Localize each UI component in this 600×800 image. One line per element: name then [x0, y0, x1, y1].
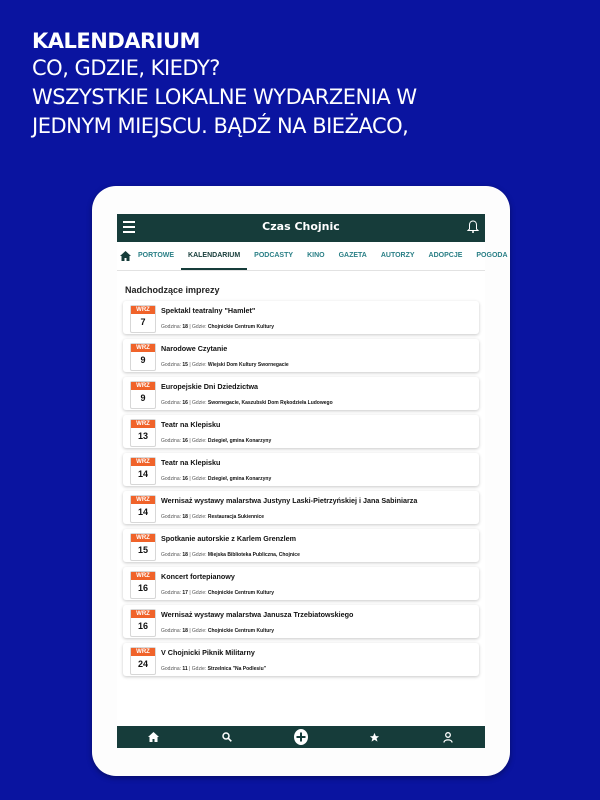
event-place: Restauracja Sukiennice [207, 514, 265, 520]
date-badge [130, 495, 156, 523]
event-time: 17 [182, 590, 188, 596]
tab-kino[interactable]: KINO [307, 252, 325, 259]
promo-heading: KALENDARIUM [32, 29, 200, 53]
place-label: Gdzie: [192, 590, 207, 596]
date-badge [130, 381, 156, 409]
user-icon[interactable] [441, 730, 455, 744]
tab-autorzy[interactable]: AUTORZY [380, 252, 415, 259]
place-label: Gdzie: [192, 362, 207, 368]
event-place: Dziegieł, gmina Konarzyny [207, 476, 272, 482]
event-month: WRZ [131, 610, 155, 618]
event-title: Teatr na Klepisku [161, 458, 221, 467]
event-place: Chojnickie Centrum Kultury [207, 590, 275, 596]
tab-podcasty[interactable]: PODCASTY [254, 252, 294, 259]
event-day: 14 [137, 469, 148, 479]
event-meta: Godzina: 11 | Gdzie: Strzelnica "Na Podlesiu" [161, 666, 266, 672]
event-title: Narodowe Czytanie [161, 344, 228, 353]
event-card[interactable] [123, 377, 479, 410]
place-label: Gdzie: [191, 666, 207, 672]
event-month: WRZ [131, 534, 155, 542]
section-title: Nadchodzące imprezy [125, 285, 220, 295]
date-badge [130, 343, 156, 371]
event-card[interactable] [123, 567, 479, 600]
date-badge [130, 419, 156, 447]
event-place: Swornegacie, Kaszubski Dom Rękodzieła Ludowego [207, 400, 333, 406]
time-label: Godzina: [161, 324, 182, 330]
event-day: 9 [140, 355, 146, 365]
place-label: Gdzie: [192, 552, 207, 558]
event-day: 16 [137, 583, 148, 593]
time-label: Godzina: [161, 514, 182, 520]
event-title: Wernisaż wystawy malarstwa Justyny Laski-Pietrzyńskiej i Jana Sabiniarza [161, 496, 418, 505]
home-tab-icon[interactable] [120, 251, 131, 261]
place-label: Gdzie: [192, 514, 207, 520]
event-place: Wiejski Dom Kultury Swornegacie [207, 362, 289, 368]
event-meta: Godzina: 16 | Gdzie: Swornegacie, Kaszubski Dom Rękodzieła Ludowego [161, 400, 333, 406]
event-title: Spotkanie autorskie z Karlem Grenzlem [161, 534, 297, 543]
event-time: 18 [182, 552, 188, 558]
time-label: Godzina: [161, 590, 182, 596]
event-title: V Chojnicki Piknik Militarny [161, 648, 255, 657]
time-label: Godzina: [161, 362, 182, 368]
event-card[interactable] [123, 453, 479, 486]
event-meta: Godzina: 18 | Gdzie: Chojnickie Centrum Kultury [161, 628, 275, 634]
event-meta: Godzina: 17 | Gdzie: Chojnickie Centrum Kultury [161, 590, 275, 596]
event-time: 18 [182, 514, 188, 520]
event-title: Wernisaż wystawy malarstwa Janusza Trzebiatowskiego [161, 610, 354, 619]
event-month: WRZ [131, 306, 155, 314]
event-month: WRZ [131, 458, 155, 466]
tab-adopcje[interactable]: ADOPCJE [428, 252, 463, 259]
place-label: Gdzie: [192, 400, 207, 406]
date-badge [130, 305, 156, 333]
event-day: 9 [140, 393, 146, 403]
event-meta: Godzina: 15 | Gdzie: Wiejski Dom Kultury Swornegacie [161, 362, 289, 368]
event-month: WRZ [131, 572, 155, 580]
time-label: Godzina: [161, 438, 182, 444]
tab-pogoda[interactable]: POGODA [476, 252, 508, 259]
event-place: Miejska Biblioteka Publiczna, Chojnice [207, 552, 300, 558]
category-tabs [117, 242, 508, 271]
event-time: 16 [182, 476, 188, 482]
event-card[interactable] [123, 491, 479, 524]
event-day: 15 [137, 545, 148, 555]
event-day: 16 [137, 621, 148, 631]
app-header [117, 214, 485, 242]
place-label: Gdzie: [192, 476, 207, 482]
event-month: WRZ [131, 496, 155, 504]
event-meta: Godzina: 18 | Gdzie: Miejska Biblioteka Publiczna, Chojnice [161, 552, 300, 558]
event-time: 16 [182, 438, 188, 444]
promo-line: WSZYSTKIE LOKALNE WYDARZENIA W [32, 85, 417, 109]
event-title: Spektakl teatralny "Hamlet" [161, 306, 256, 315]
event-day: 13 [137, 431, 148, 441]
event-title: Europejskie Dni Dziedzictwa [161, 382, 259, 391]
date-badge [130, 457, 156, 485]
add-icon[interactable] [294, 730, 308, 744]
promo-text [32, 28, 417, 141]
event-time: 15 [182, 362, 188, 368]
event-card[interactable] [123, 339, 479, 372]
event-month: WRZ [131, 648, 155, 656]
event-month: WRZ [131, 420, 155, 428]
date-badge [130, 609, 156, 637]
date-badge [130, 533, 156, 561]
date-badge [130, 571, 156, 599]
event-time: 11 [182, 666, 188, 672]
search-icon[interactable] [220, 730, 234, 744]
tab-portowe[interactable]: PORTOWE [138, 252, 175, 259]
time-label: Godzina: [161, 666, 182, 672]
event-meta: Godzina: 18 | Gdzie: Chojnickie Centrum Kultury [161, 324, 275, 330]
event-day: 7 [140, 317, 146, 327]
bell-icon[interactable] [467, 220, 479, 234]
date-badge [130, 647, 156, 675]
home-icon[interactable] [147, 730, 161, 744]
event-time: 18 [182, 628, 188, 634]
event-meta: Godzina: 16 | Gdzie: Dziegieł, gmina Konarzyny [161, 438, 272, 444]
time-label: Godzina: [161, 552, 182, 558]
event-card[interactable] [123, 529, 479, 562]
time-label: Godzina: [161, 476, 182, 482]
event-month: WRZ [131, 382, 155, 390]
event-title: Teatr na Klepisku [161, 420, 221, 429]
event-time: 16 [182, 400, 188, 406]
tab-kalendarium[interactable]: KALENDARIUM [181, 242, 247, 270]
event-month: WRZ [131, 344, 155, 352]
place-label: Gdzie: [192, 324, 207, 330]
time-label: Godzina: [161, 400, 182, 406]
star-icon[interactable] [368, 730, 382, 744]
place-label: Gdzie: [192, 438, 207, 444]
event-time: 18 [182, 324, 188, 330]
event-meta: Godzina: 18 | Gdzie: Restauracja Sukiennice [161, 514, 265, 520]
event-title: Koncert fortepianowy [161, 572, 235, 581]
event-list [123, 301, 479, 676]
app-screen [117, 214, 508, 748]
event-place: Chojnickie Centrum Kultury [207, 628, 275, 634]
event-card[interactable] [123, 643, 479, 676]
event-card[interactable] [123, 415, 479, 448]
event-place: Dziegieł, gmina Konarzyny [207, 438, 272, 444]
event-day: 14 [137, 507, 148, 517]
event-meta: Godzina: 16 | Gdzie: Dziegieł, gmina Konarzyny [161, 476, 272, 482]
event-card[interactable] [123, 301, 479, 334]
bottom-navigation [117, 726, 485, 748]
promo-line: JEDNYM MIEJSCU. BĄDŹ NA BIEŻACO, [32, 114, 409, 138]
events-section [117, 285, 485, 676]
place-label: Gdzie: [192, 628, 207, 634]
event-place: Strzelnica "Na Podlesiu" [207, 666, 266, 672]
app-title: Czas Chojnic [262, 220, 340, 233]
event-day: 24 [137, 659, 148, 669]
promo-subheading: CO, GDZIE, KIEDY? [32, 56, 220, 80]
time-label: Godzina: [161, 628, 182, 634]
event-place: Chojnickie Centrum Kultury [207, 324, 275, 330]
tab-gazeta[interactable]: GAZETA [338, 252, 367, 259]
event-card[interactable] [123, 605, 479, 638]
